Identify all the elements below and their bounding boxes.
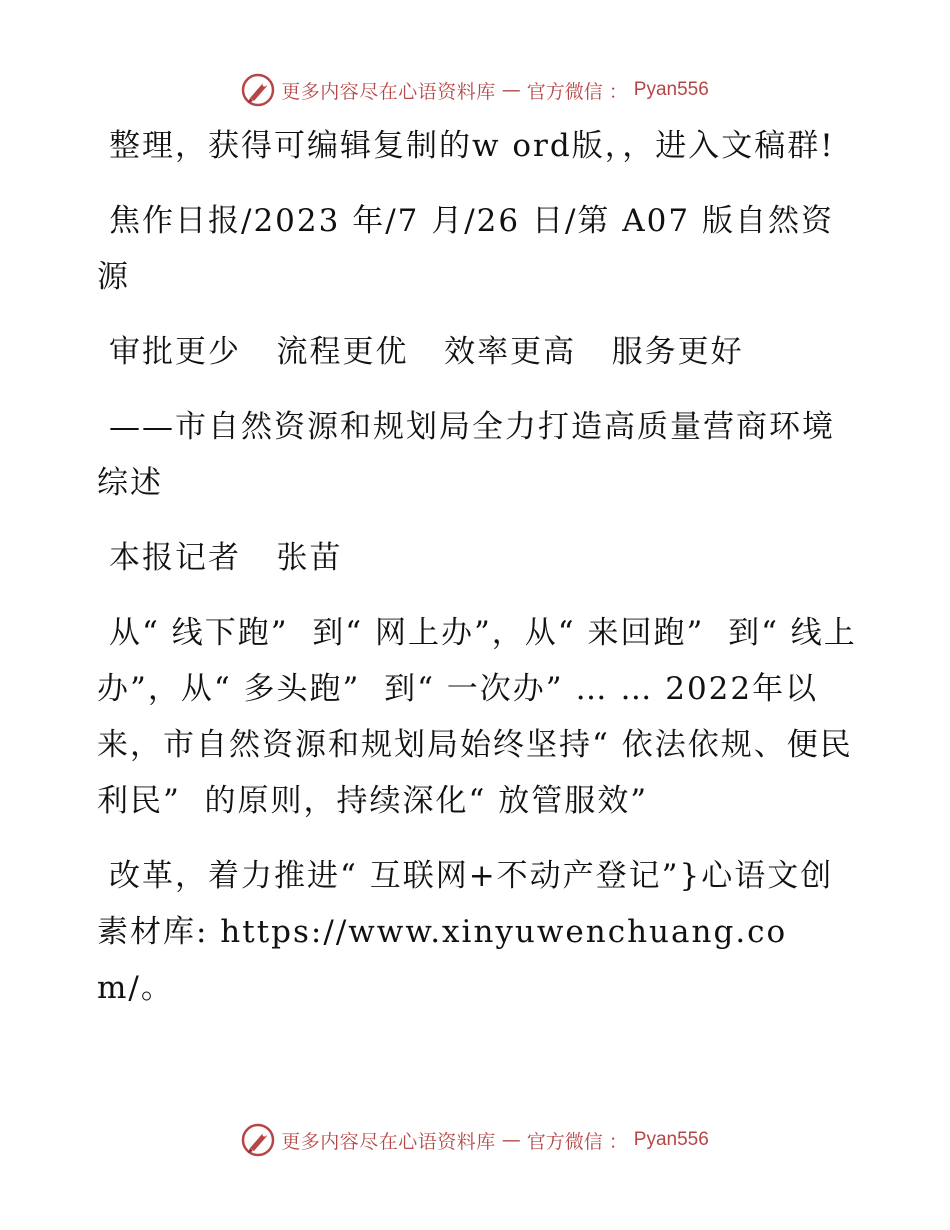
banner-brand-text: 更多内容尽在心语资料库 bbox=[281, 80, 496, 103]
document-body bbox=[97, 118, 857, 1035]
banner-separator: ： bbox=[608, 80, 628, 103]
pen-logo-icon bbox=[241, 1123, 275, 1157]
footer-banner bbox=[0, 1120, 950, 1160]
paragraph-body-1: 从“ 线下跑” 到“ 网上办”，从“ 来回跑” 到“ 线上办”，从“ 多头跑” 到“ 一次办” … … 2022年以来，市自然资源和规划局始终坚持“ 依法依规、便民利民” 的原则，持续深化“ 放管服效” bbox=[97, 615, 857, 819]
paragraph-subheadline: ——市自然资源和规划局全力打造高质量营商环境综述 bbox=[97, 409, 835, 501]
banner-wechat-id: Pyan556 bbox=[633, 79, 709, 100]
banner-dash: — bbox=[501, 79, 521, 101]
header-banner bbox=[0, 70, 950, 110]
banner-wechat-id: Pyan556 bbox=[633, 1129, 709, 1150]
banner-dash: — bbox=[501, 1129, 521, 1151]
banner-wechat-label: 官方微信 bbox=[526, 80, 603, 103]
pen-logo-icon bbox=[241, 73, 275, 107]
paragraph-headline: 审批更少 流程更优 效率更高 服务更好 bbox=[109, 334, 744, 370]
paragraph-source: 焦作日报/2023 年/7 月/26 日/第 A07 版自然资源 bbox=[97, 203, 834, 295]
banner-wechat-label: 官方微信 bbox=[526, 1130, 603, 1153]
paragraph-byline: 本报记者 张苗 bbox=[109, 540, 343, 576]
paragraph-intro: 整理，获得可编辑复制的w ord版，，进入文稿群! bbox=[109, 128, 835, 164]
paragraph-body-2: 改革，着力推进“ 互联网+不动产登记”}心语文创素材库: https://www.xinyuwenchuang.com/。 bbox=[97, 858, 834, 1006]
banner-separator: ： bbox=[608, 1130, 628, 1153]
banner-brand-text: 更多内容尽在心语资料库 bbox=[281, 1130, 496, 1153]
